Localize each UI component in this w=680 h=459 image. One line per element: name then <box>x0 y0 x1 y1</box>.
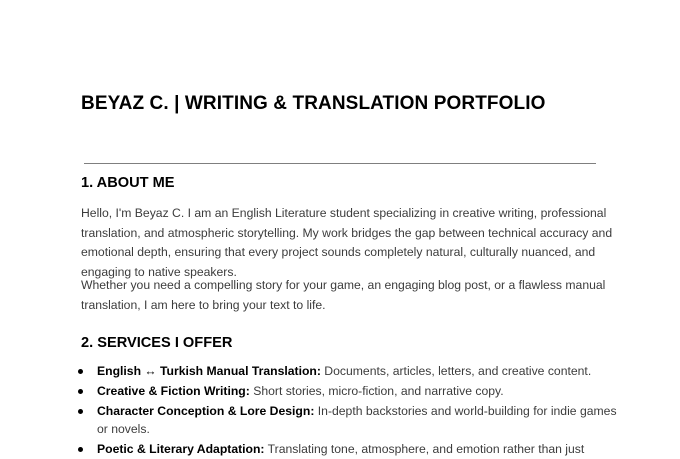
service-item-creative-writing <box>81 382 621 400</box>
horizontal-divider <box>84 163 596 164</box>
service-name: Poetic & Literary Adaptation: <box>97 441 265 456</box>
service-name: Creative & Fiction Writing: <box>97 383 250 398</box>
service-name: English ↔ Turkish Manual Translation: <box>97 364 321 378</box>
service-name: Character Conception & Lore Design: <box>97 403 315 418</box>
service-item-translation <box>81 362 621 380</box>
bullet-icon <box>78 389 83 394</box>
services-list <box>81 362 621 459</box>
document-title: BEYAZ C. | WRITING & TRANSLATION PORTFOLIO <box>81 93 546 114</box>
bullet-icon <box>78 409 83 414</box>
service-item-character-lore <box>81 402 621 438</box>
service-description: Translating tone, atmosphere, and emotion rather than just <box>264 441 585 456</box>
service-description: Short stories, micro-fiction, and narrative copy. <box>249 383 504 398</box>
bullet-icon <box>78 369 83 374</box>
service-description: In-depth backstories and world-building for indie games or novels. <box>97 403 617 436</box>
bullet-icon <box>78 447 83 452</box>
services-heading: 2. SERVICES I OFFER <box>81 335 233 351</box>
about-me-heading: 1. ABOUT ME <box>81 175 175 191</box>
about-me-paragraph: Hello, I'm Beyaz C. I am an English Literature student specializing in creative writing, professional translation, and atmospheric storytelling. My work bridges the gap between technical accuracy and emotional depth, ensuring that every project sounds completely natural, culturally nuanced, and engaging to native speakers. <box>81 206 613 279</box>
service-item-poetic-adaptation <box>81 440 621 458</box>
service-description: Documents, articles, letters, and creative content. <box>320 364 592 378</box>
about-me-offer-paragraph: Whether you need a compelling story for your game, an engaging blog post, or a flawless manual translation, I am here to bring your text to life. <box>81 278 606 312</box>
